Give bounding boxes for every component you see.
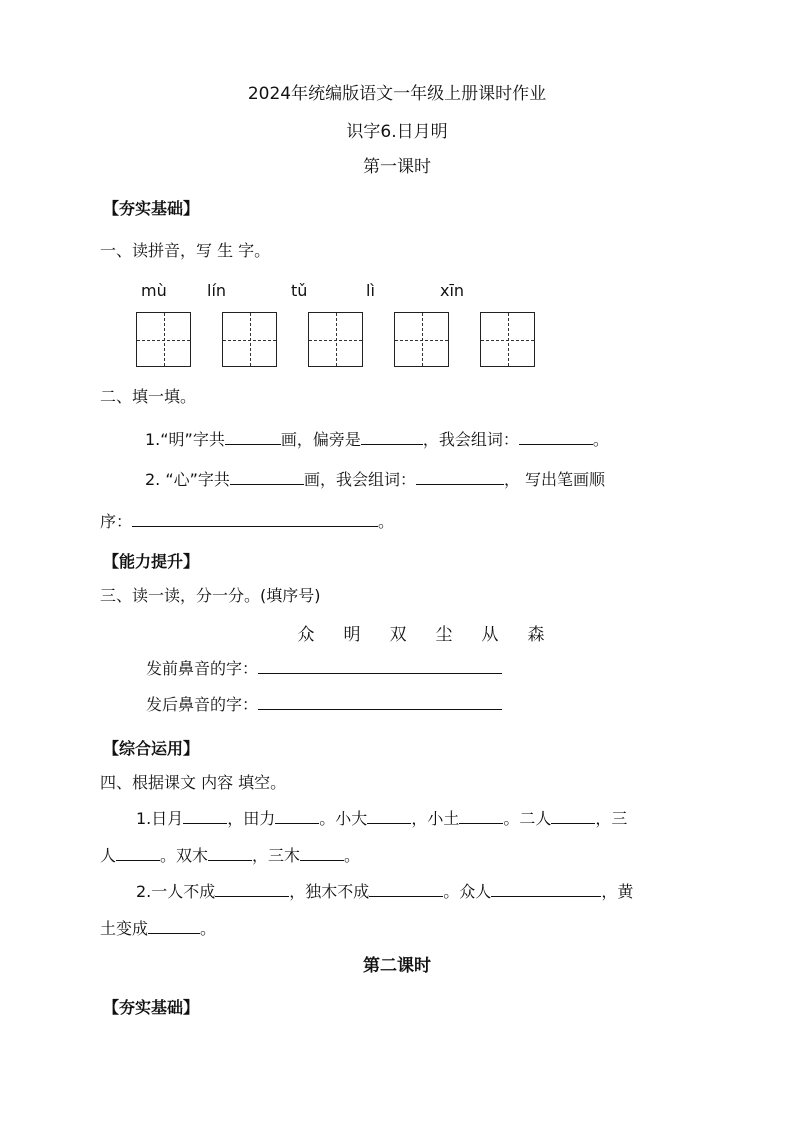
character: 尘 — [435, 625, 453, 645]
writing-grid-box[interactable] — [480, 312, 535, 367]
character: 森 — [527, 625, 545, 645]
back-nasal-row: 发后鼻音的字： — [146, 692, 502, 715]
answer-blank[interactable] — [230, 468, 304, 485]
character: 从 — [481, 625, 499, 645]
answer-blank[interactable] — [275, 807, 319, 824]
front-nasal-row: 发前鼻音的字： — [146, 656, 502, 679]
pinyin-lin: lín — [207, 281, 227, 300]
character: 明 — [343, 625, 361, 645]
question-four-line-one: 1.日月 ，田力 。小大 ，小土 。二人 ，三 — [136, 809, 628, 828]
period-two-heading: 第二课时 — [363, 956, 431, 976]
question-two-item-one: 1.“明”字共 画，偏旁是 ，我会组词： 。 — [145, 430, 609, 449]
pinyin-li: lì — [366, 281, 375, 300]
pinyin-xin: xīn — [440, 281, 465, 300]
period-one-heading: 第一课时 — [363, 157, 431, 177]
answer-blank[interactable] — [367, 807, 411, 824]
answer-blank[interactable] — [369, 880, 443, 897]
question-one-prompt: 一、读拼音，写 生 字。 — [100, 241, 271, 260]
answer-blank[interactable] — [491, 880, 601, 897]
question-two-item-two: 2. “心”字共 画，我会组词： ， 写出笔画顺 — [145, 470, 606, 489]
answer-blank[interactable] — [215, 880, 289, 897]
character: 众 — [297, 625, 315, 645]
writing-grid-box[interactable] — [394, 312, 449, 367]
writing-grid-box[interactable] — [308, 312, 363, 367]
answer-blank[interactable] — [416, 468, 504, 485]
answer-blank[interactable] — [551, 807, 595, 824]
section-comprehensive-heading: 【综合运用】 — [103, 739, 200, 758]
character: 双 — [389, 625, 407, 645]
answer-blank[interactable] — [519, 428, 593, 445]
pinyin-mu: mù — [141, 281, 167, 300]
question-four-prompt: 四、根据课文 内容 填空。 — [100, 773, 287, 792]
question-two-item-two-cont: 序： 。 — [100, 512, 395, 531]
answer-blank[interactable] — [208, 844, 252, 861]
answer-blank[interactable] — [148, 917, 200, 934]
pinyin-tu: tǔ — [291, 281, 308, 300]
lesson-title: 识字6.日月明 — [346, 122, 448, 142]
answer-blank[interactable] — [258, 657, 502, 674]
answer-blank[interactable] — [225, 428, 281, 445]
answer-blank[interactable] — [459, 807, 503, 824]
question-four-line-four: 土变成 。 — [100, 919, 217, 938]
character-list — [283, 620, 559, 645]
answer-blank[interactable] — [258, 693, 502, 710]
page-title: 2024年统编版语文一年级上册课时作业 — [247, 84, 547, 104]
question-two-prompt: 二、填一填。 — [100, 387, 197, 406]
answer-blank[interactable] — [116, 844, 160, 861]
question-four-line-three: 2.一人不成 ，独木不成 。众人 ，黄 — [136, 882, 634, 901]
question-three-prompt: 三、读一读，分一分。(填序号) — [100, 586, 321, 605]
section-ability-heading: 【能力提升】 — [103, 552, 200, 571]
writing-grid-box[interactable] — [222, 312, 277, 367]
section-basic-heading-two: 【夯实基础】 — [103, 998, 200, 1017]
writing-grid-box[interactable] — [136, 312, 191, 367]
section-basic-heading: 【夯实基础】 — [103, 199, 200, 218]
answer-blank[interactable] — [300, 844, 344, 861]
question-four-line-two: 人 。双木 ，三木 。 — [100, 846, 361, 865]
answer-blank[interactable] — [361, 428, 423, 445]
answer-blank[interactable] — [132, 510, 378, 527]
answer-blank[interactable] — [183, 807, 227, 824]
